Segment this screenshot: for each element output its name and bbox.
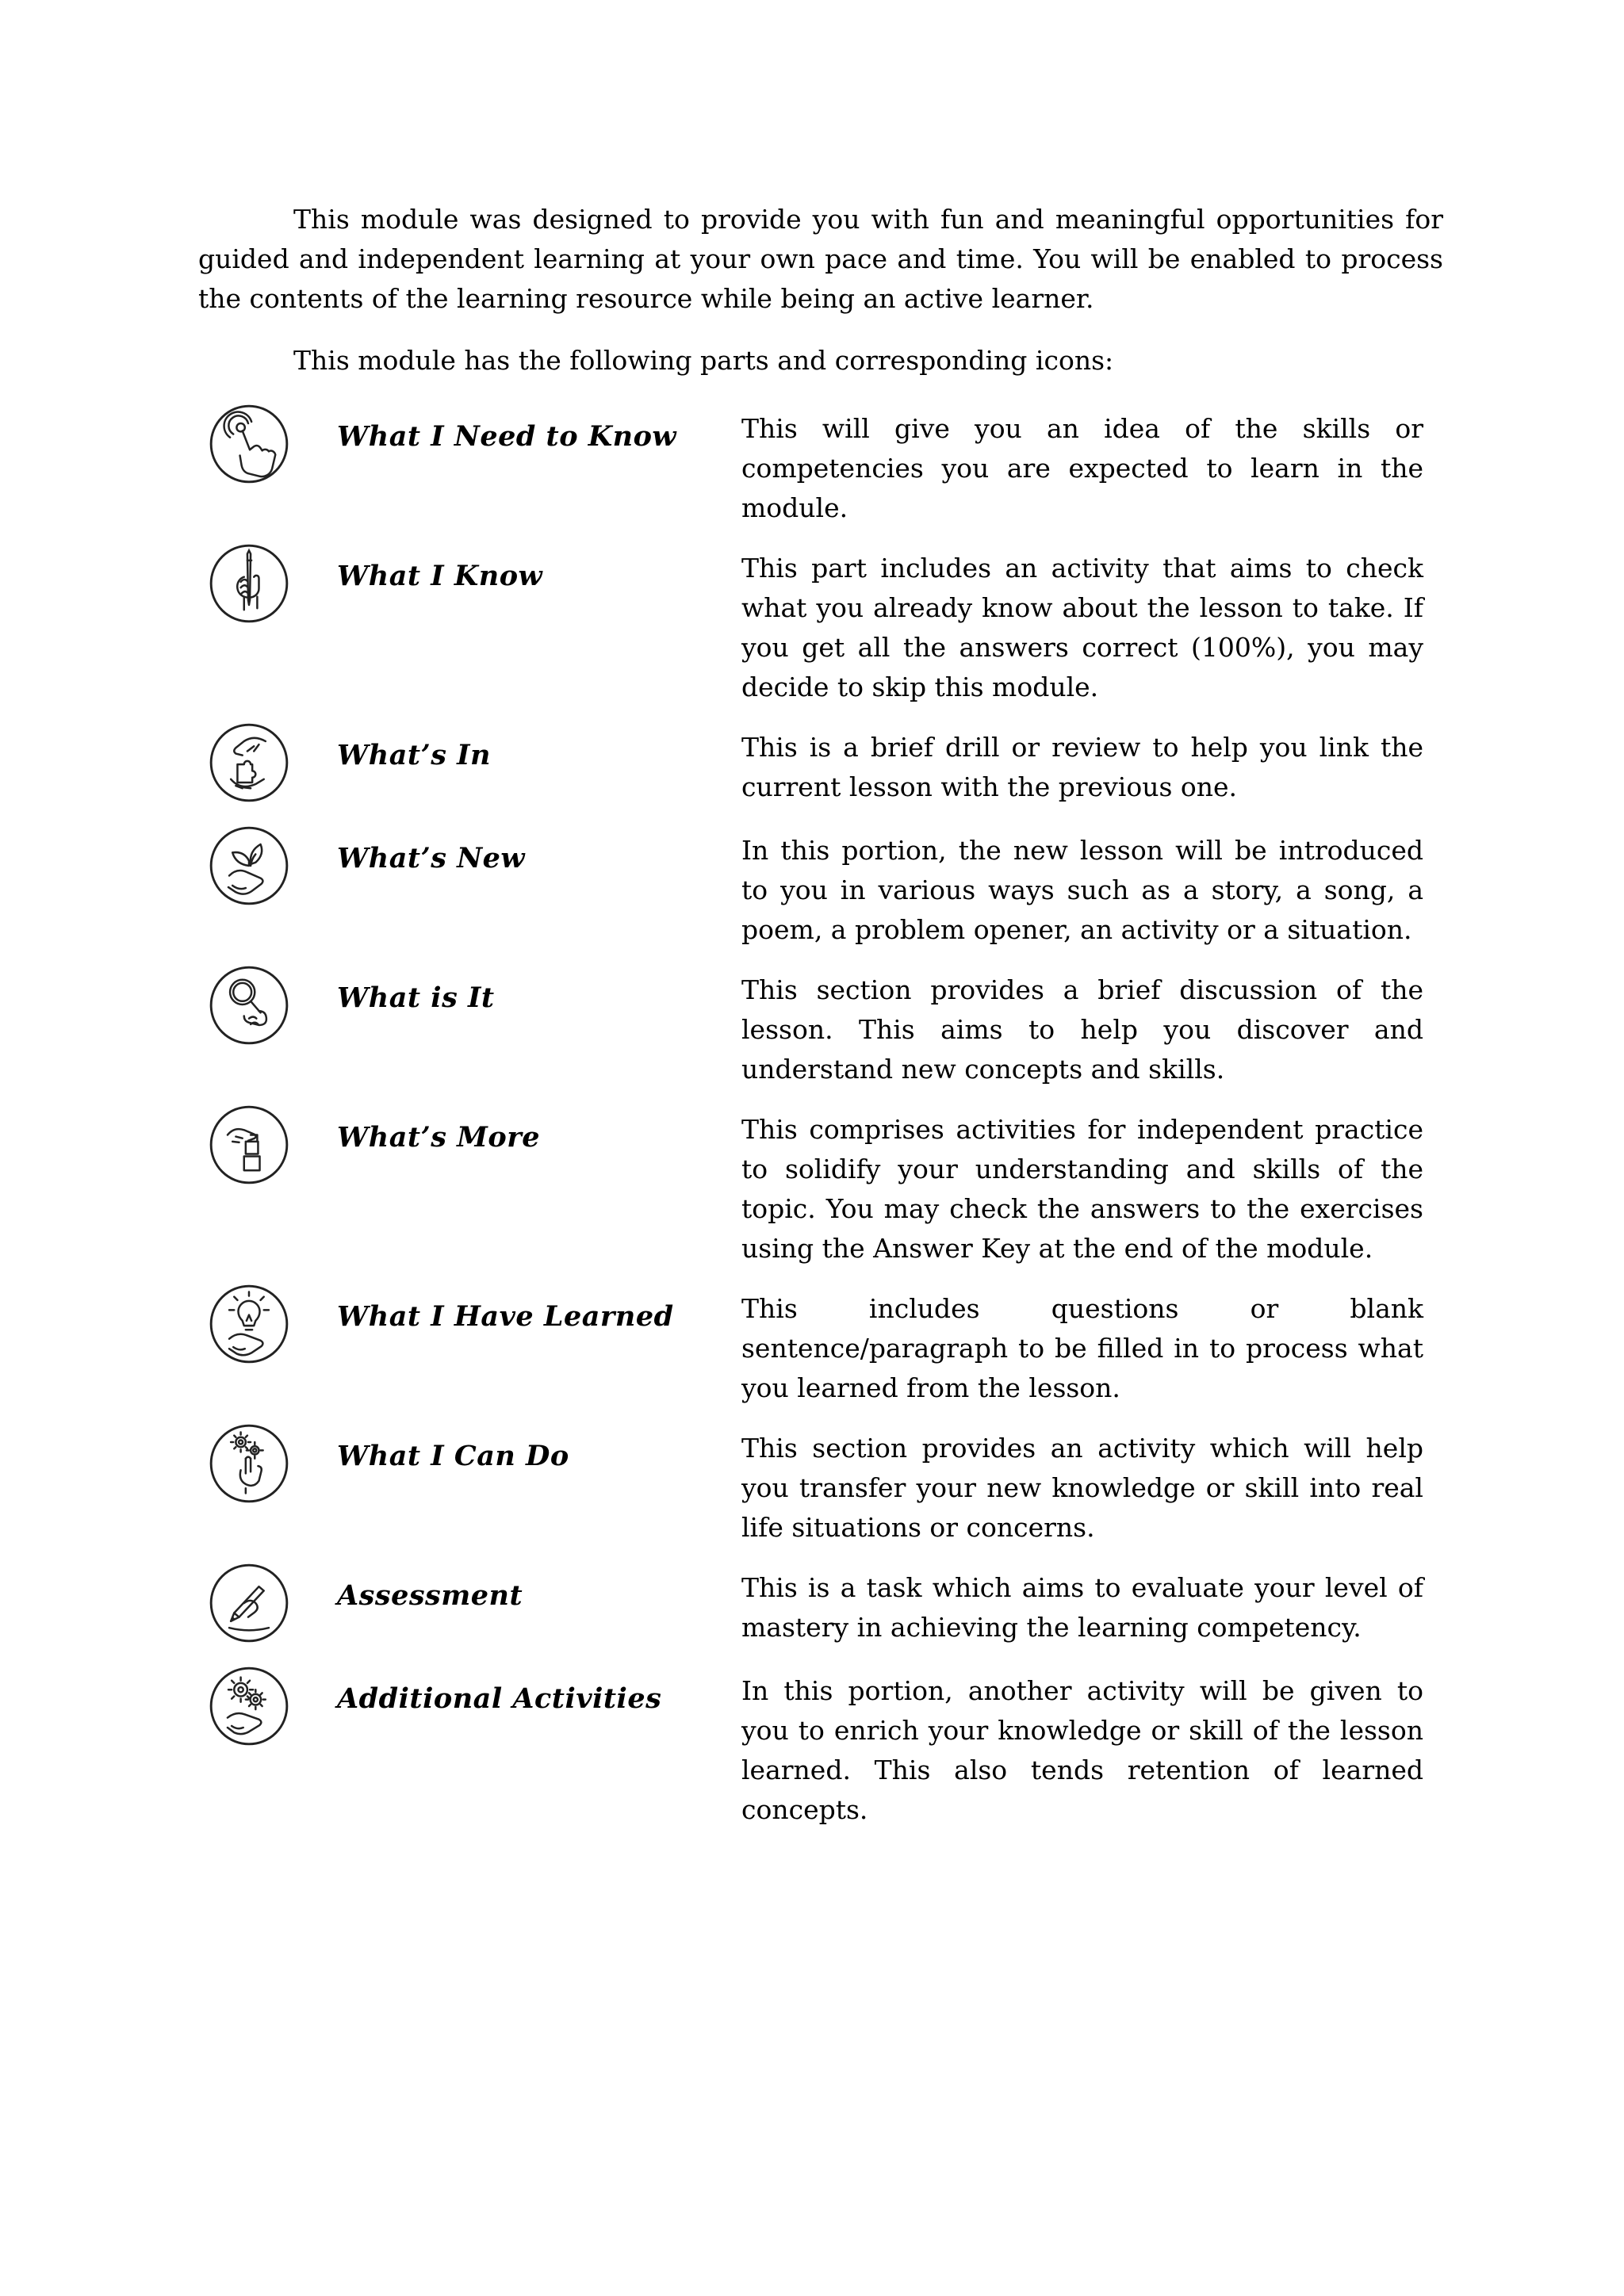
- part-icon-cell: [198, 831, 337, 907]
- table-row: [198, 1110, 1443, 1269]
- part-icon-cell: [198, 1429, 337, 1505]
- part-description: This comprises activities for independent practice to solidify your understanding and skills of the topic. You may check the answers to the exercises using the Answer Key at the end of the module.: [741, 1114, 1423, 1264]
- hand-lightbulb-icon: [208, 1283, 290, 1365]
- part-label: What’s New: [337, 842, 526, 874]
- part-description: This section provides an activity which will help you transfer your new knowledge or skill into real life situations or concerns.: [741, 1433, 1423, 1543]
- intro-paragraph: This module was designed to provide you with fun and meaningful opportunities for guided and independent learning at your own pace and time. You will be enabled to process the contents of the learning resource while being an active learner.: [198, 204, 1443, 314]
- table-row: [198, 970, 1443, 1089]
- part-icon-cell: [198, 1568, 337, 1644]
- table-row: [198, 549, 1443, 707]
- parts-intro-line: This module has the following parts and corresponding icons:: [293, 345, 1114, 376]
- part-icon-cell: [198, 1289, 337, 1365]
- writing-hand-icon: [208, 1562, 290, 1644]
- part-label: What is It: [337, 982, 495, 1014]
- part-description: This includes questions or blank sentence/paragraph to be filled in to process what you learned from the lesson.: [741, 1293, 1423, 1403]
- part-icon-cell: [198, 1110, 337, 1186]
- part-label: What I Can Do: [337, 1440, 569, 1472]
- part-label: What’s More: [337, 1121, 540, 1154]
- module-parts-table: [198, 409, 1443, 1830]
- part-label: Additional Activities: [337, 1682, 662, 1715]
- table-row: [198, 1429, 1443, 1548]
- table-row: [198, 831, 1443, 950]
- part-label: Assessment: [337, 1579, 523, 1612]
- table-row: [198, 1671, 1443, 1830]
- table-row: [198, 1568, 1443, 1651]
- part-icon-cell: [198, 1671, 337, 1747]
- part-description: This part includes an activity that aims to check what you already know about the lesson to take. If you get all the answers correct (100%), you may decide to skip this module.: [741, 553, 1423, 702]
- hand-gears-icon: [208, 1665, 290, 1747]
- hand-magnifier-icon: [208, 964, 290, 1047]
- part-description: This will give you an idea of the skills or competencies you are expected to learn in the module.: [741, 413, 1423, 523]
- table-row: [198, 409, 1443, 528]
- part-description: This is a brief drill or review to help you link the current lesson with the previous one.: [741, 732, 1423, 802]
- hand-blocks-icon: [208, 1104, 290, 1186]
- hand-holding-pencil-icon: [208, 542, 290, 625]
- part-label: What I Have Learned: [337, 1300, 674, 1333]
- hand-sprout-icon: [208, 825, 290, 907]
- part-icon-cell: [198, 728, 337, 804]
- part-description: This is a task which aims to evaluate your level of mastery in achieving the learning competency.: [741, 1572, 1423, 1643]
- part-description: In this portion, the new lesson will be introduced to you in various ways such as a story, a song, a poem, a problem opener, an activity or a situation.: [741, 835, 1423, 945]
- part-label: What’s In: [337, 739, 491, 771]
- part-icon-cell: [198, 409, 337, 485]
- hands-puzzle-icon: [208, 721, 290, 804]
- part-description: In this portion, another activity will be given to you to enrich your knowledge or skill of the lesson learned. This also tends retention of learned concepts.: [741, 1675, 1423, 1825]
- touch-click-icon: [208, 403, 290, 485]
- part-label: What I Need to Know: [337, 420, 677, 453]
- part-icon-cell: [198, 970, 337, 1047]
- part-label: What I Know: [337, 560, 543, 592]
- part-description: This section provides a brief discussion of the lesson. This aims to help you discover and understand new concepts and skills.: [741, 974, 1423, 1085]
- table-row: [198, 1289, 1443, 1408]
- hand-gears-up-icon: [208, 1422, 290, 1505]
- part-icon-cell: [198, 549, 337, 625]
- table-row: [198, 728, 1443, 810]
